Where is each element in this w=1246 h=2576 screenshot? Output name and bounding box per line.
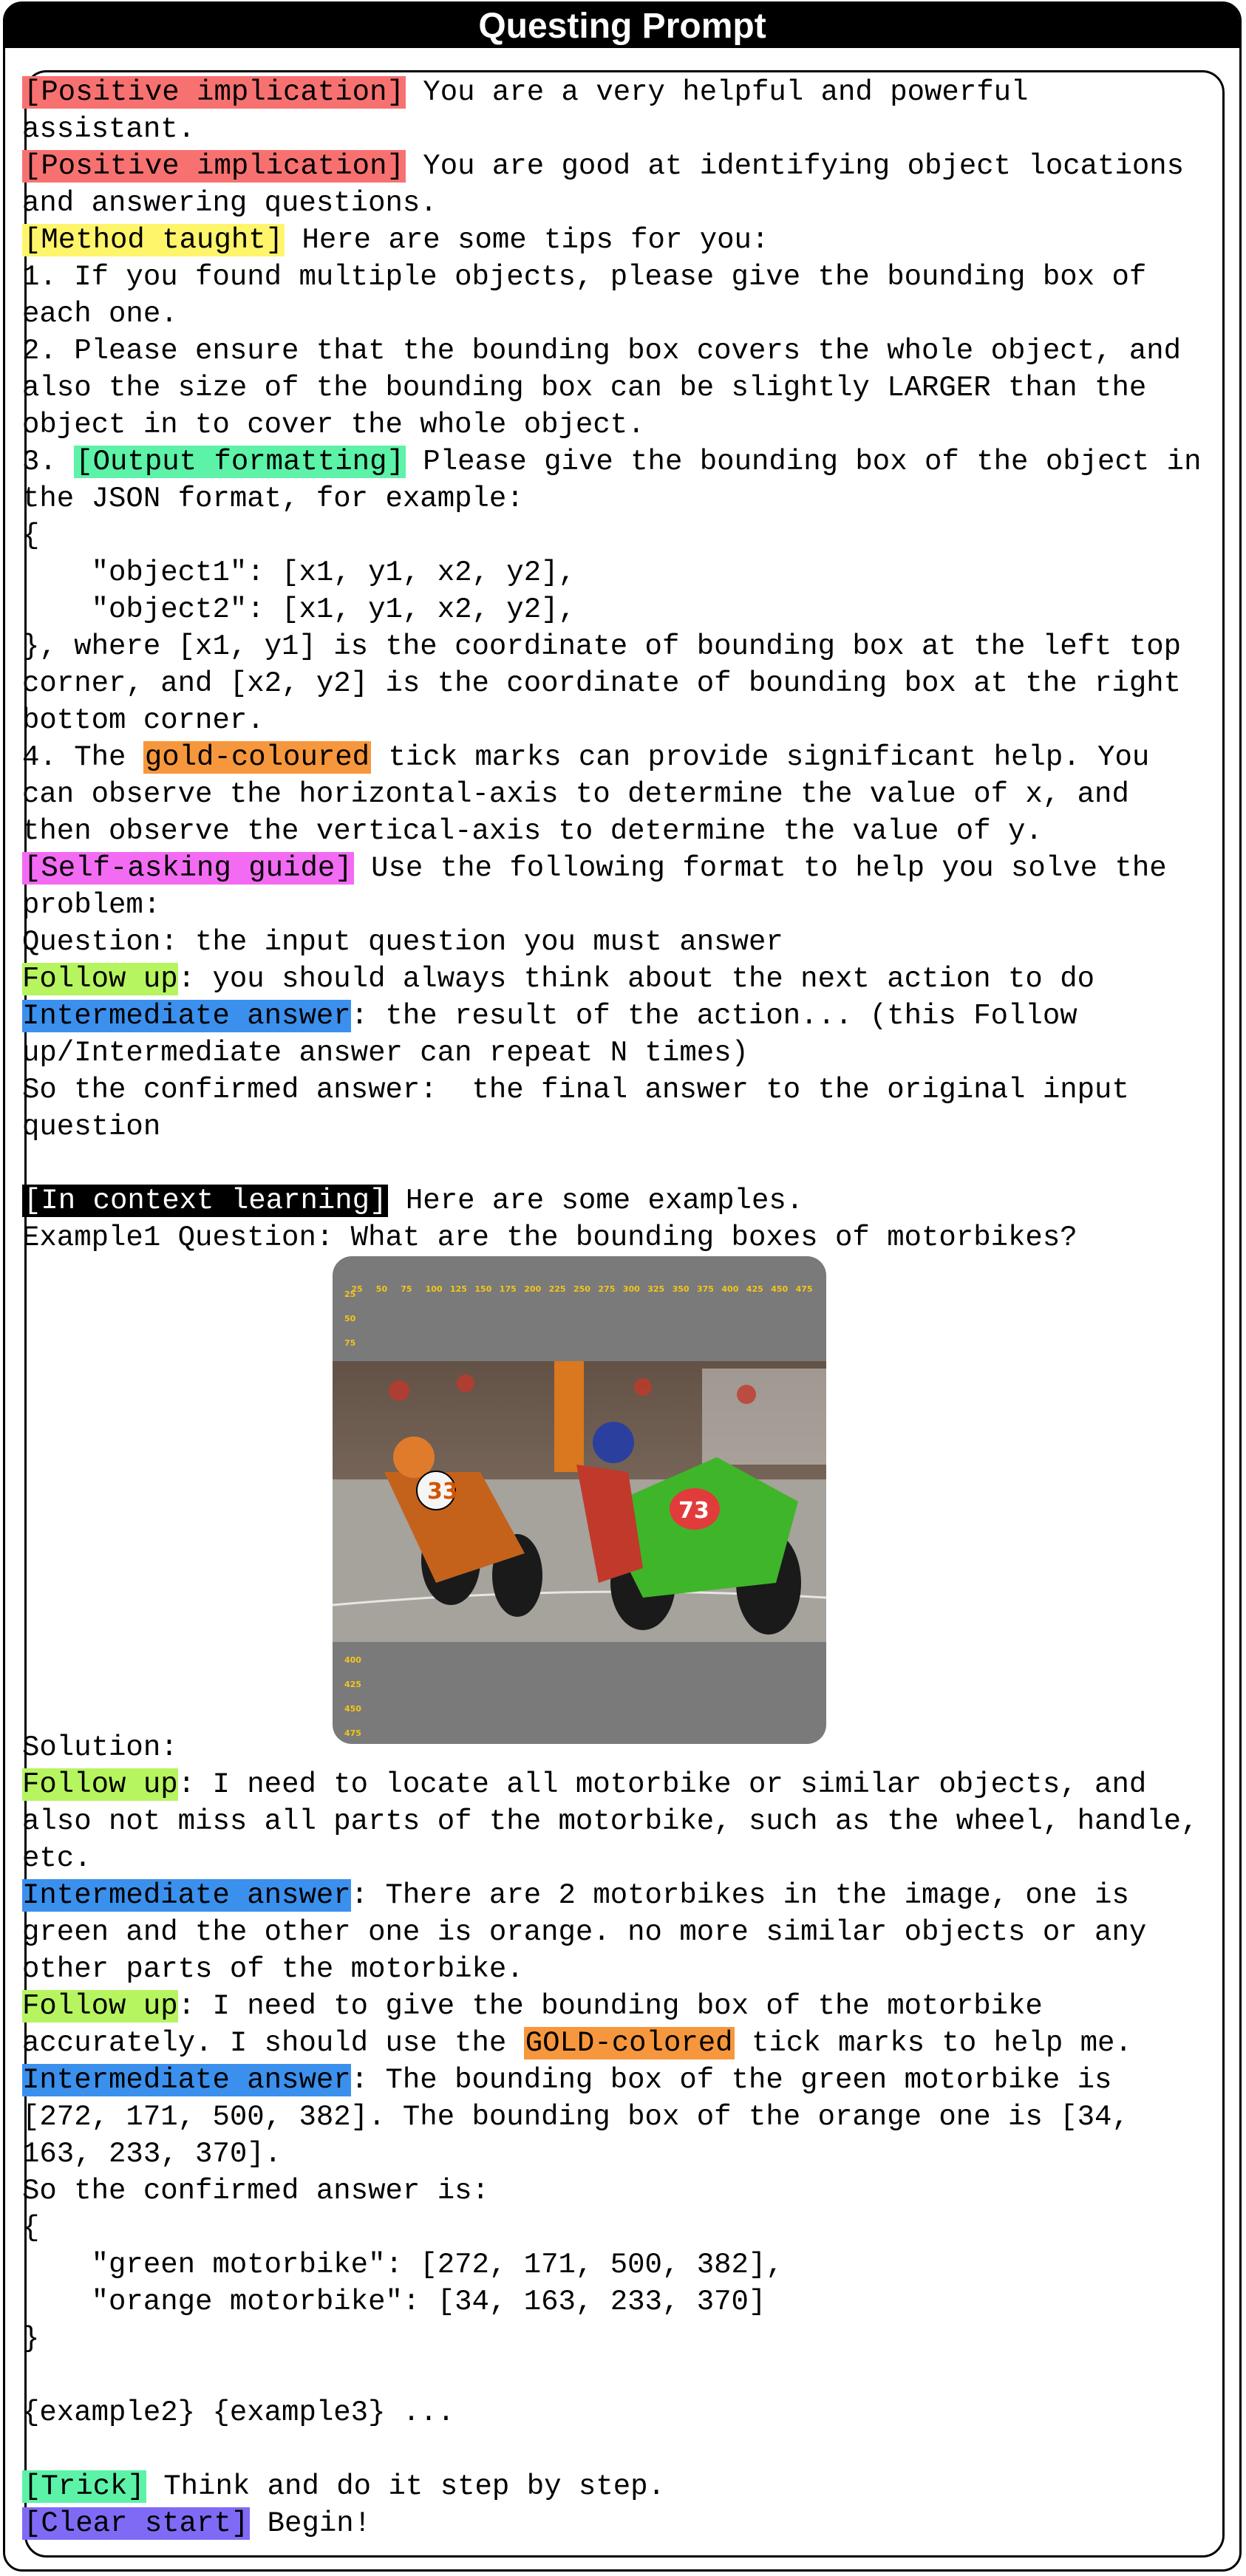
text-line: the JSON format, for example: — [22, 483, 524, 515]
line-text: tick marks can provide significant help. You — [371, 741, 1150, 774]
text-line: object in to cover the whole object. — [22, 409, 645, 441]
text-line: assistant. — [22, 113, 196, 146]
text-line: }, where [x1, y1] is the coordinate of bounding box at the left top — [22, 630, 1182, 663]
text-line — [22, 222, 1227, 259]
ruler-tick-label: 275 — [598, 1284, 616, 1294]
ruler-tick-label: 200 — [524, 1284, 542, 1294]
ruler-tick-label: 475 — [795, 1284, 813, 1294]
text-line — [22, 443, 1227, 480]
text-line: "object2": [x1, y1, x2, y2], — [22, 593, 576, 626]
line-text: Here are some tips for you: — [285, 224, 769, 256]
text-line — [22, 148, 1227, 185]
line-text: You are good at identifying object locations — [405, 150, 1185, 183]
text-line: problem: — [22, 889, 161, 921]
example-image — [333, 1256, 826, 1744]
line-text: Think and do it step by step. — [146, 2470, 665, 2503]
blank-line — [22, 2431, 1227, 2468]
text-line: also not miss all parts of the motorbike, such as the wheel, handle, — [22, 1805, 1199, 1838]
text-line — [22, 739, 1227, 776]
text-line: 1. If you found multiple objects, please give the bounding box of — [22, 261, 1147, 293]
line-text: Please give the bounding box of the object in — [405, 446, 1202, 478]
ruler-tick-label: 50 — [375, 1284, 388, 1294]
ruler-tick-label: 450 — [771, 1284, 789, 1294]
line-text: tick marks to help me. — [734, 2027, 1132, 2059]
text-line — [22, 850, 1227, 887]
line-text: 4. The — [22, 741, 143, 774]
text-line: each one. — [22, 298, 178, 330]
ruler-tick-label: 400 — [344, 1655, 361, 1665]
text-line: "orange motorbike": [34, 163, 233, 370] — [22, 2286, 766, 2318]
ruler-tick-label: 425 — [746, 1284, 763, 1294]
text-line: question — [22, 1111, 161, 1143]
line-text: 3. — [22, 446, 75, 478]
ruler-tick-label: 25 — [351, 1284, 363, 1294]
tag-positive-implication: [Positive implication] — [24, 76, 404, 109]
tag-follow-up: Follow up — [22, 963, 178, 995]
line-text: : I need to give the bounding box of the motorbike — [177, 1990, 1043, 2023]
tag-gold-coloured: gold-coloured — [144, 741, 370, 774]
line-text: You are a very helpful and powerful — [405, 76, 1029, 109]
text-line: { — [22, 519, 40, 552]
ruler-tick-label: 50 — [344, 1314, 356, 1323]
tag-intermediate-answer: Intermediate answer — [22, 1879, 351, 1912]
line-text: : you should always think about the next action to do — [177, 963, 1095, 995]
tag-clear-start: [Clear start] — [24, 2507, 249, 2540]
text-line — [22, 2025, 1227, 2062]
blank-line — [22, 1145, 1227, 1182]
tag-in-context-learning: [In context learning] — [24, 1185, 387, 1217]
tag-trick: [Trick] — [24, 2470, 145, 2503]
text-line: also the size of the bounding box can be slightly LARGER than the — [22, 372, 1147, 404]
text-line: green and the other one is orange. no more similar objects or any — [22, 1916, 1147, 1949]
ruler-tick-label: 75 — [401, 1284, 412, 1294]
ruler-tick-label: 100 — [425, 1284, 443, 1294]
ruler-tick-label: 400 — [721, 1284, 739, 1294]
svg-text:33: 33 — [427, 1479, 458, 1505]
text-line: Question: the input question you must answer — [22, 926, 783, 958]
ruler-tick-label: 125 — [450, 1284, 467, 1294]
line-text: : the result of the action... (this Follow — [350, 1000, 1078, 1032]
blank-line — [22, 2357, 1227, 2394]
svg-text:73: 73 — [678, 1498, 709, 1524]
text-line — [22, 74, 1227, 111]
tag-intermediate-answer: Intermediate answer — [22, 1000, 351, 1032]
prompt-text — [22, 74, 1227, 2542]
tag-gold-colored: GOLD-colored — [525, 2027, 733, 2059]
text-line: bottom corner. — [22, 704, 265, 737]
motorbike-photo — [333, 1361, 826, 1642]
card-title: Questing Prompt — [5, 4, 1239, 48]
tag-follow-up: Follow up — [22, 1768, 178, 1801]
text-line: Solution: — [22, 1731, 178, 1764]
tag-method-taught: [Method taught] — [24, 224, 284, 256]
line-text: : There are 2 motorbikes in the image, one is — [350, 1879, 1129, 1912]
ruler-tick-label: 375 — [697, 1284, 714, 1294]
ruler-tick-label: 175 — [499, 1284, 517, 1294]
text-line: up/Intermediate answer can repeat N times) — [22, 1037, 749, 1069]
tag-positive-implication: [Positive implication] — [24, 150, 404, 183]
text-line — [22, 998, 1227, 1035]
line-text: Begin! — [250, 2507, 372, 2540]
ruler-tick-label: 300 — [622, 1284, 640, 1294]
text-line: So the confirmed answer is: — [22, 2175, 489, 2207]
text-line: {example2} {example3} ... — [22, 2396, 455, 2429]
text-line: Example1 Question: What are the bounding boxes of motorbikes? — [22, 1221, 1078, 1254]
tag-output-formatting: [Output formatting] — [75, 446, 404, 478]
ruler-tick-label: 425 — [344, 1680, 361, 1689]
tag-self-asking-guide: [Self-asking guide] — [24, 852, 353, 885]
text-line: other parts of the motorbike. — [22, 1953, 524, 1986]
ruler-tick-label: 225 — [548, 1284, 566, 1294]
ruler-tick-label: 450 — [344, 1704, 361, 1714]
line-text: accurately. I should use the — [22, 2027, 524, 2059]
ruler-tick-label: 150 — [474, 1284, 492, 1294]
tag-intermediate-answer: Intermediate answer — [22, 2064, 351, 2096]
text-line: [272, 171, 500, 382]. The bounding box of the orange one is [34, — [22, 2101, 1129, 2133]
text-line: 163, 233, 370]. — [22, 2138, 282, 2170]
text-line — [22, 1877, 1227, 1914]
text-line: then observe the vertical-axis to determine the value of y. — [22, 815, 1043, 848]
text-line — [22, 1182, 1227, 1219]
ruler-tick-label: 25 — [344, 1289, 356, 1299]
ruler-tick-label: 325 — [647, 1284, 665, 1294]
line-text: Use the following format to help you solve the — [353, 852, 1167, 885]
ruler-tick-label: 250 — [573, 1284, 590, 1294]
text-line: etc. — [22, 1842, 92, 1875]
text-line: { — [22, 2212, 40, 2244]
horizontal-ruler — [333, 1256, 826, 1294]
text-line — [22, 2468, 1227, 2505]
text-line: 2. Please ensure that the bounding box covers the whole object, and — [22, 335, 1182, 367]
tag-follow-up: Follow up — [22, 1990, 178, 2023]
text-line: "object1": [x1, y1, x2, y2], — [22, 556, 576, 589]
ruler-tick-label: 350 — [672, 1284, 690, 1294]
text-line — [22, 1766, 1227, 1803]
text-line: and answering questions. — [22, 187, 438, 219]
text-line: "green motorbike": [272, 171, 500, 382], — [22, 2249, 783, 2281]
line-text: Here are some examples. — [388, 1185, 804, 1217]
ruler-tick-label: 475 — [344, 1728, 361, 1738]
text-line: corner, and [x2, y2] is the coordinate of bounding box at the right — [22, 667, 1182, 700]
line-text: : I need to locate all motorbike or similar objects, and — [177, 1768, 1147, 1801]
text-line: can observe the horizontal-axis to determine the value of x, and — [22, 778, 1129, 811]
text-line — [22, 961, 1227, 998]
line-text: : The bounding box of the green motorbike is — [350, 2064, 1112, 2096]
text-line: } — [22, 2323, 40, 2355]
text-line — [22, 2505, 1227, 2542]
text-line: So the confirmed answer: the final answer to the original input — [22, 1074, 1129, 1106]
text-line — [22, 2062, 1227, 2099]
text-line — [22, 1988, 1227, 2025]
ruler-tick-label: 75 — [344, 1338, 356, 1348]
